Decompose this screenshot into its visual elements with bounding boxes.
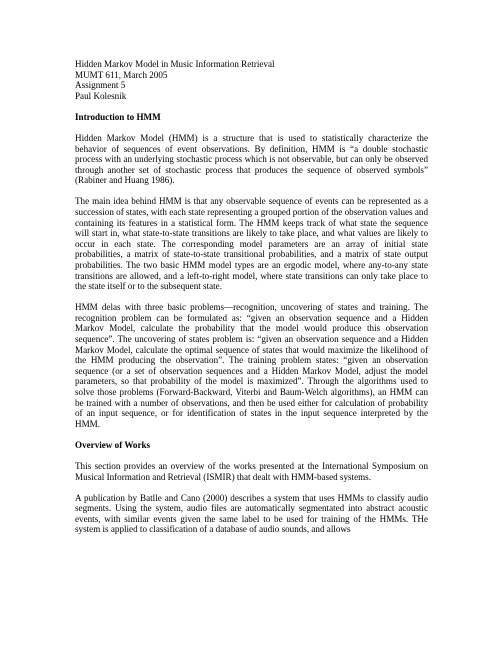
assignment-line: Assignment 5 <box>75 80 126 91</box>
document-page <box>75 59 428 535</box>
paragraph: A publication by Batlle and Cano (2000) describes a system that uses HMMs to classify audio segments. Using the system, audio files are automatically segmentated into abstract acoustic events, with similar events given the same label to be used for training of the HMMs. THe system is applied to classification of a database of audio sounds, and allows <box>75 492 428 535</box>
section-heading: Overview of Works <box>75 439 151 450</box>
author-line: Paul Kolesnik <box>75 90 127 101</box>
section-introduction <box>75 112 428 430</box>
paragraph: The main idea behind HMM is that any observable sequence of events can be represented as a succession of states, with each state representing a grouped portion of the observation values and containing its features in a statistical form. The HMM keeps track of what state the sequence will start in, what state-to-state transitions are likely to take place, and what values are likely to occur in each state. The corresponding model parameters are an array of initial state probabilities, a matrix of state-to-state transitional probabilities, and a matrix of state output probabilities. The two basic HMM model types are an ergodic model, where any-to-any state transitions are allowed, and a left-to-right model, where state transitions can only take place to the state itself or to the subsequent state. <box>75 196 428 292</box>
document-header <box>75 59 428 101</box>
section-heading: Introduction to HMM <box>75 111 161 122</box>
document-title: Hidden Markov Model in Music Information Retrieval <box>75 59 275 69</box>
paragraph: Hidden Markov Model (HMM) is a structure that is used to statistically characterize the behavior of sequences of event observations. By definition, HMM is “a double stochastic process with an underlying stochastic process which is not observable, but can only be observed through another set of stochastic process that produces the sequence of observed symbols” (Rabiner and Huang 1986). <box>75 132 428 186</box>
paragraph: HMM delas with three basic problems—recognition, uncovering of states and training. The recognition problem can be formulated as: “given an observation sequence and a Hidden Markov Model, calculate the probability that the model would produce this observation sequence”. The uncovering of states problem is: “given an observation sequence and a Hidden Markov Model, calculate the optimal sequence of states that would maximize the likelihood of the HMM producing the observation”. The training problem states: “given an observation sequence (or a set of observation sequences and a Hidden Markov Model, adjust the model parameters, so that probability of the model is maximized”. Through the algorithms used to solve those problems (Forward-Backward, Viterbi and Baum-Welch algorithms), an HMM can be trained with a number of observations, and then be used either for calculation of probability of an input sequence, or for identification of states in the input sequence interpreted by the HMM. <box>75 302 428 429</box>
section-overview <box>75 440 428 535</box>
course-line: MUMT 611, March 2005 <box>75 69 168 80</box>
paragraph: This section provides an overview of the works presented at the International Symposium on Musical Information and Retrieval (ISMIR) that dealt with HMM-based systems. <box>75 461 428 482</box>
